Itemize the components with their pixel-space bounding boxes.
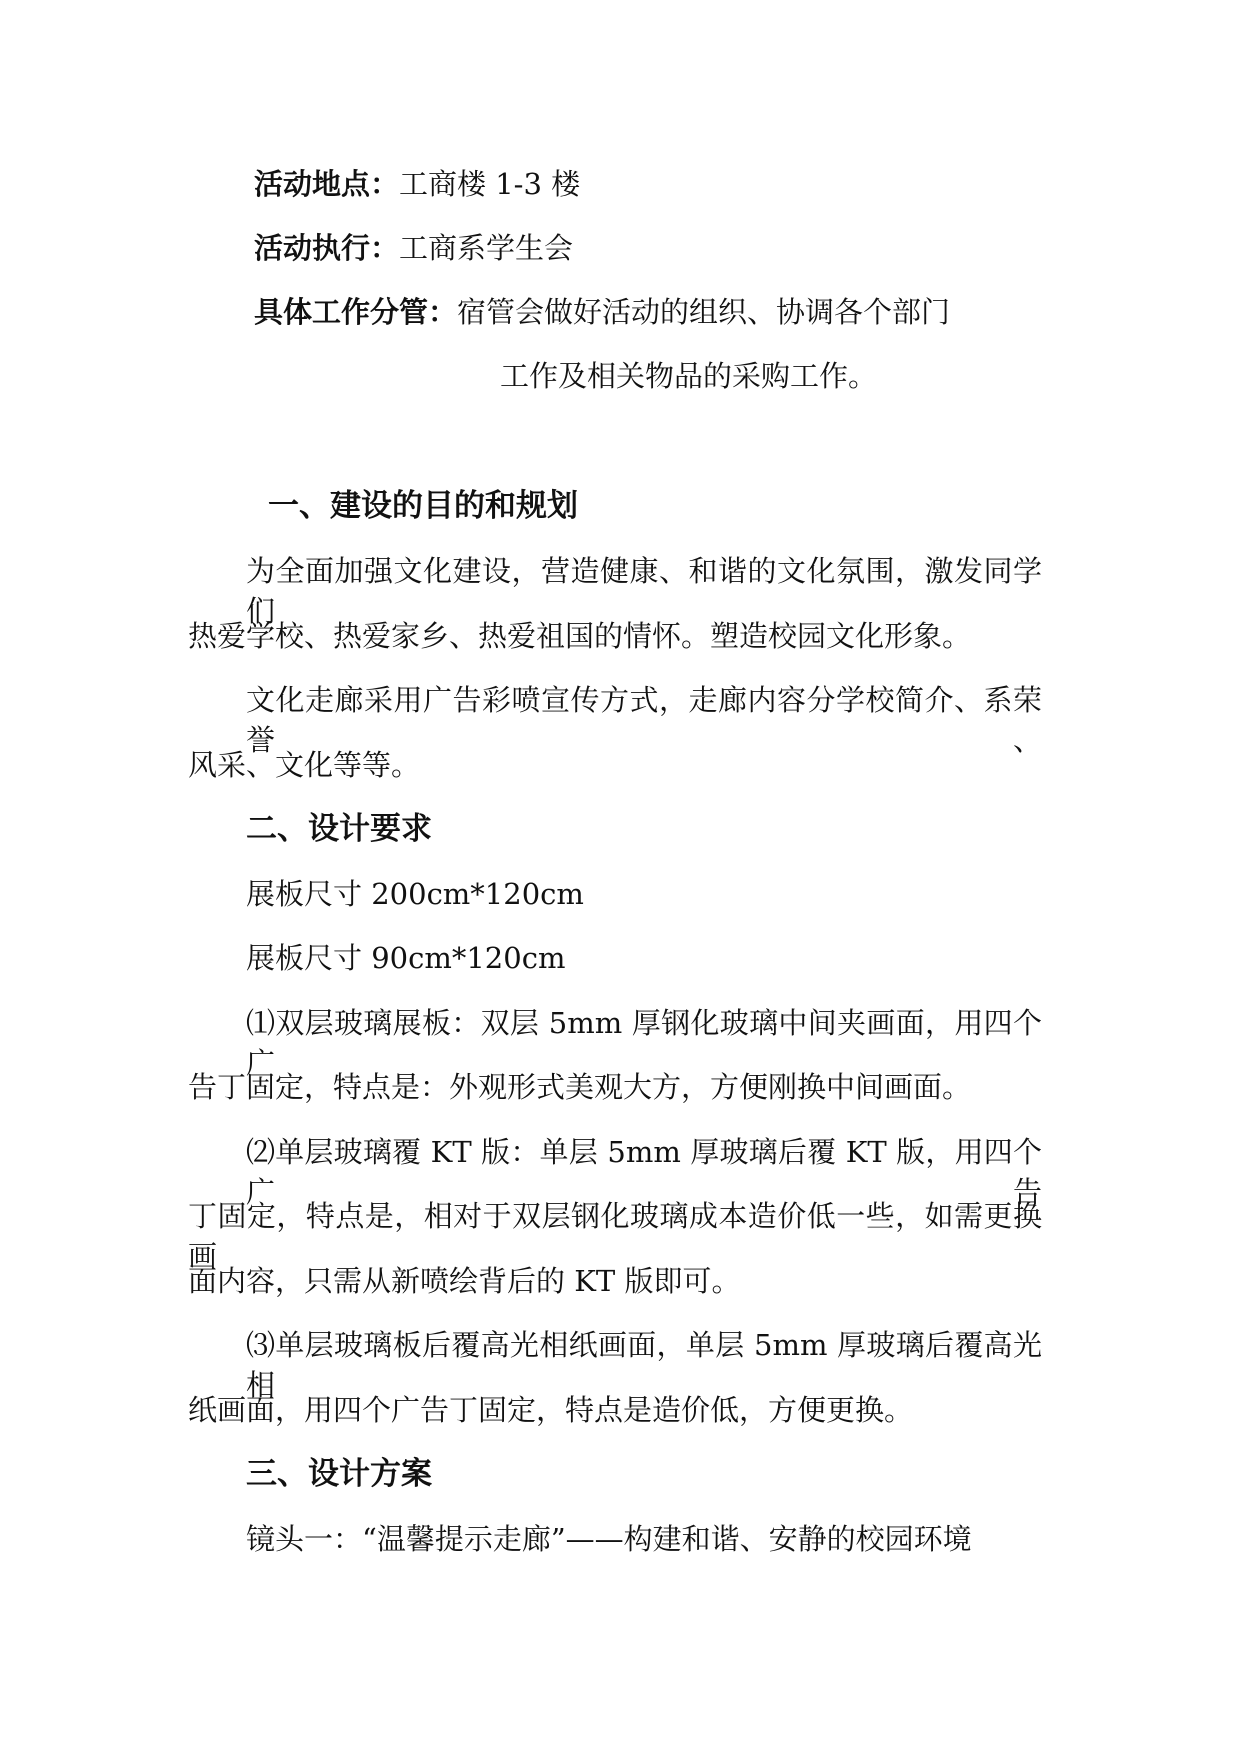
section1-para1-line2: 热爱学校、热爱家乡、热爱祖国的情怀。塑造校园文化形象。: [188, 619, 972, 653]
location-value: 工商楼 1-3 楼: [399, 167, 581, 201]
division-value-line1: 宿管会做好活动的组织、协调各个部门: [457, 295, 951, 329]
item3-line2: 纸画面，用四个广告丁固定，特点是造价低，方便更换。: [188, 1393, 914, 1427]
section1-para2-line1: 文化走廊采用广告彩喷宣传方式，走廊内容分学校简介、系荣誉、: [246, 683, 1042, 757]
section1-heading: 一、建设的目的和规划: [268, 488, 578, 524]
item2-line1: ⑵单层玻璃覆 KT 版：单层 5mm 厚玻璃后覆 KT 版，用四个广告: [246, 1135, 1042, 1209]
scene1-line: 镜头一：“温馨提示走廊”——构建和谐、安静的校园环境: [246, 1522, 972, 1556]
item1-line1: ⑴双层玻璃展板：双层 5mm 厚钢化玻璃中间夹画面，用四个广: [246, 1006, 1042, 1080]
executor-value: 工商系学生会: [399, 231, 574, 265]
division-label: 具体工作分管：: [254, 295, 458, 329]
item3-line1: ⑶单层玻璃板后覆高光相纸画面，单层 5mm 厚玻璃后覆高光相: [246, 1328, 1042, 1402]
item2-line3: 面内容，只需从新喷绘背后的 KT 版即可。: [188, 1264, 741, 1298]
section1-para1-line1: 为全面加强文化建设，营造健康、和谐的文化氛围，激发同学们: [246, 554, 1042, 628]
size2-line: 展板尺寸 90cm*120cm: [246, 941, 566, 975]
size1-line: 展板尺寸 200cm*120cm: [246, 877, 584, 911]
location-line: [254, 164, 580, 204]
section1-para2-line2: 风采、文化等等。: [188, 748, 421, 782]
division-line: [254, 292, 950, 332]
division-value-line2: 工作及相关物品的采购工作。: [500, 359, 878, 393]
executor-line: [254, 228, 573, 268]
section3-heading: 三、设计方案: [246, 1456, 432, 1492]
section2-heading: 二、设计要求: [246, 811, 432, 847]
item2-line2: 丁固定，特点是，相对于双层钢化玻璃成本造价低一些，如需更换画: [188, 1199, 1042, 1273]
item1-line2: 告丁固定，特点是：外观形式美观大方，方便刚换中间画面。: [188, 1070, 972, 1104]
location-label: 活动地点：: [254, 167, 400, 201]
executor-label: 活动执行：: [254, 231, 400, 265]
